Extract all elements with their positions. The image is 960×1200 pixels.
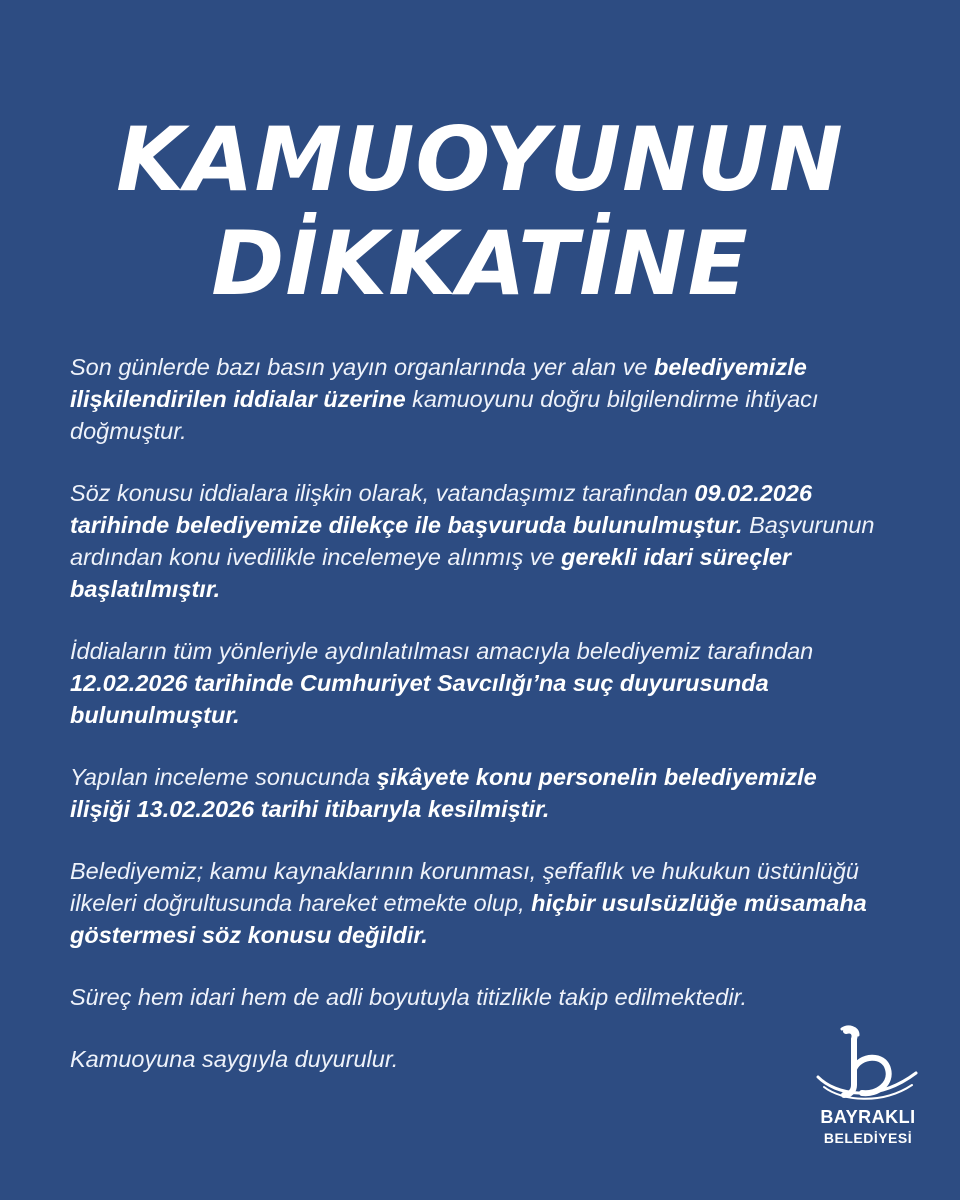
announcement-body	[70, 351, 880, 1105]
paragraph-3-emphasis: 12.02.2026 tarihinde Cumhuriyet Savcılığı’na suç duyurusunda bulunulmuştur.	[70, 670, 769, 728]
paragraph-4-text-a: Yapılan inceleme sonucunda	[70, 764, 377, 790]
paragraph-2-text-a: Söz konusu iddialara ilişkin olarak, vatandaşımız tarafından	[70, 480, 695, 506]
title-line-1: KAMUOYUNUN	[116, 108, 844, 211]
page-title	[0, 108, 960, 316]
paragraph-2-emphasis-date: 09.02.2026 tarihinde belediyemize dilekçe ile başvuruda bulunulmuştur.	[70, 480, 813, 538]
paragraph-3-text-a: İddiaların tüm yönleriyle aydınlatılması amacıyla belediyemiz tarafından	[70, 638, 814, 664]
paragraph-2-text-c: Başvurunun ardından konu ivedilikle incelemeye alınmış ve	[70, 512, 875, 570]
paragraph-5-emphasis: hiçbir usulsüzlüğe müsamaha göstermesi söz konusu değildir.	[70, 890, 867, 948]
paragraph-4-emphasis: şikâyete konu personelin belediyemizle ilişiği 13.02.2026 tarihi itibarıyla kesilmiştir.	[70, 764, 817, 822]
paragraph-1-text-a: Son günlerde bazı basın yayın organlarında yer alan ve	[70, 354, 654, 380]
title-line-2: DİKKATİNE	[211, 212, 749, 315]
paragraph-1-text-c: kamuoyunu doğru bilgilendirme ihtiyacı doğmuştur.	[70, 386, 819, 444]
logo-subtitle: BELEDİYESİ	[823, 1130, 913, 1146]
paragraph-1	[70, 351, 880, 447]
paragraph-3	[70, 635, 880, 731]
paragraph-2-emphasis-process: gerekli idari süreçler başlatılmıştır.	[70, 544, 792, 602]
municipality-logo	[812, 1025, 924, 1155]
paragraph-7: Kamuoyuna saygıyla duyurulur.	[70, 1046, 399, 1072]
paragraph-5-text-a: Belediyemiz; kamu kaynaklarının korunması, şeffaflık ve hukukun üstünlüğü ilkeleri doğrultusunda hareket etmekte olup,	[70, 858, 859, 916]
paragraph-6: Süreç hem idari hem de adli boyutuyla titizlikle takip edilmektedir.	[70, 984, 748, 1010]
paragraph-2	[70, 477, 880, 605]
paragraph-5	[70, 855, 880, 951]
paragraph-4	[70, 761, 880, 825]
logo-name: BAYRAKLI	[820, 1107, 916, 1127]
bayrakli-b-wave-icon	[812, 1025, 924, 1105]
paragraph-1-emphasis: belediyemizle ilişkilendirilen iddialar üzerine	[70, 354, 807, 412]
